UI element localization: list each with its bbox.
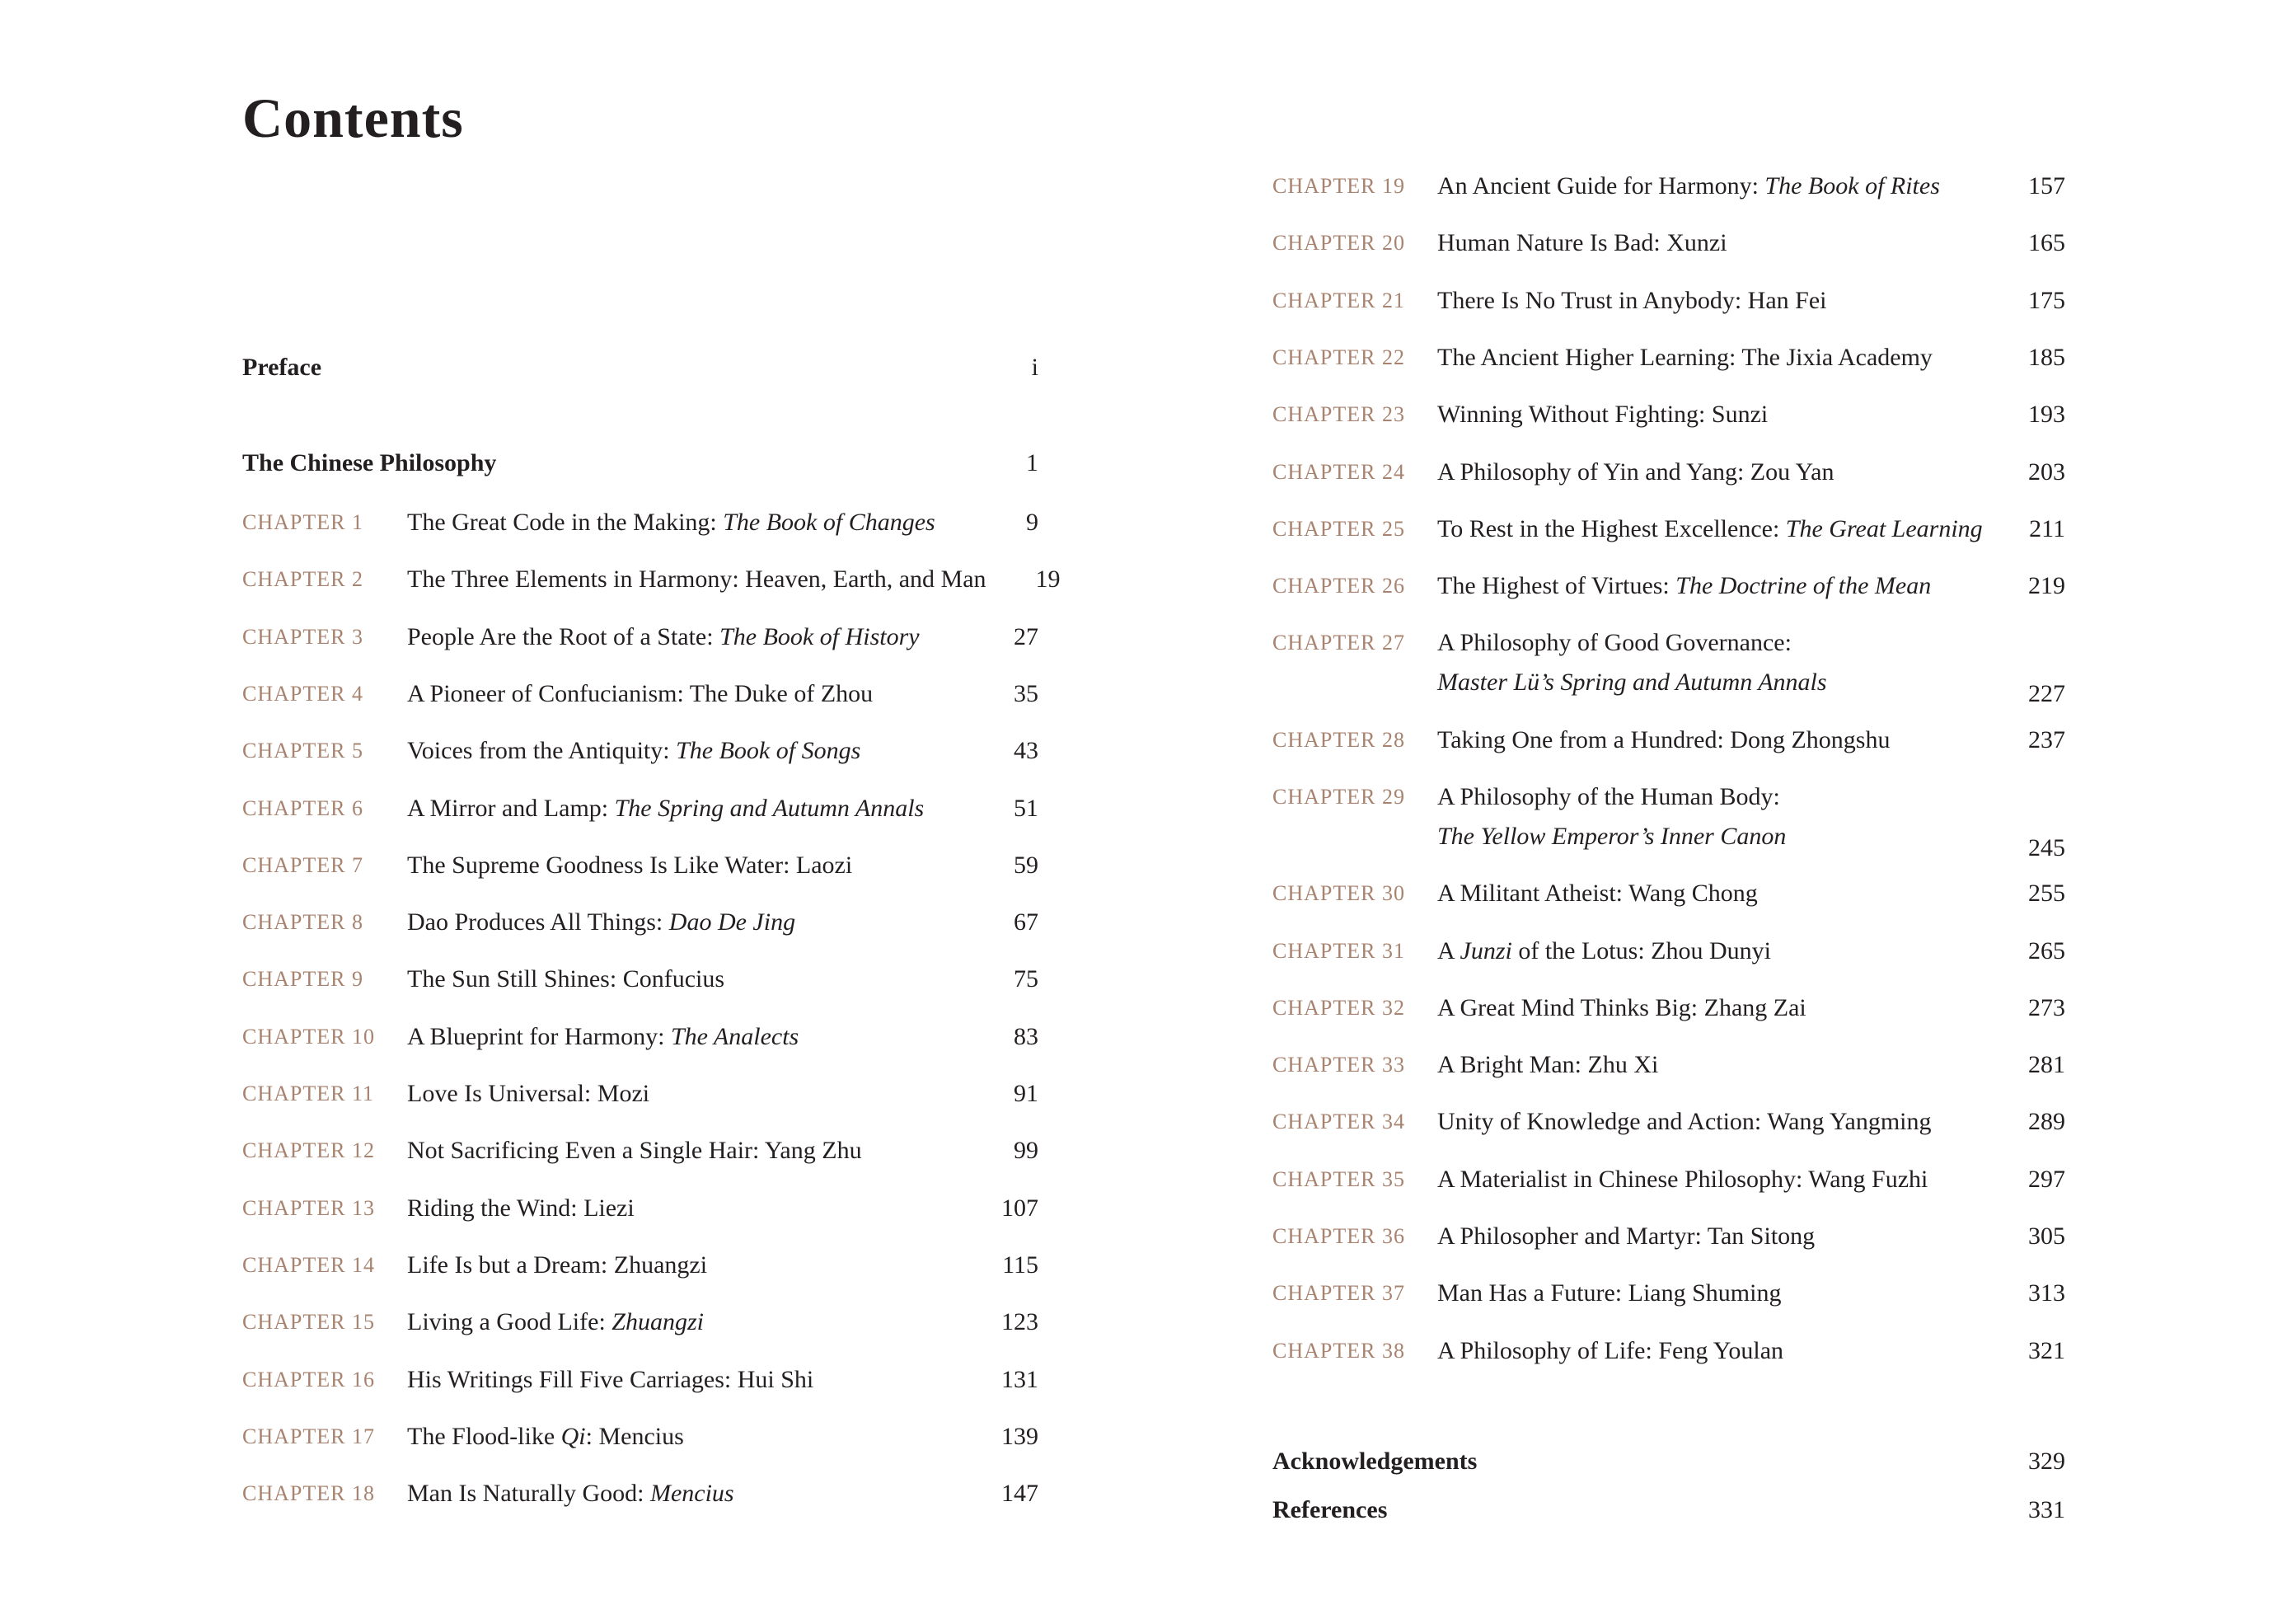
chapter-title [1437, 777, 1991, 856]
chapter-title [407, 560, 986, 599]
chapter-title-text: The Great Code in the Making: [407, 509, 724, 536]
chapter-title [1437, 395, 1991, 434]
page-title: Contents [242, 87, 464, 149]
chapter-entry[interactable] [1272, 720, 2065, 773]
chapter-page: 27 [1014, 623, 1038, 650]
chapter-label: CHAPTER 4 [242, 682, 363, 706]
chapter-label: CHAPTER 38 [1272, 1339, 1405, 1363]
chapter-title [1437, 1217, 1991, 1256]
chapter-page: 51 [1014, 795, 1038, 822]
chapter-entry[interactable] [1272, 1274, 2065, 1326]
chapter-title-text: The Sun Still Shines: Confucius [407, 965, 725, 993]
chapter-entry[interactable] [1272, 932, 2065, 984]
chapter-title [1437, 167, 1991, 206]
chapter-label: CHAPTER 10 [242, 1025, 375, 1049]
chapter-title-text: A Blueprint for Harmony: [407, 1023, 671, 1050]
chapter-label: CHAPTER 26 [1272, 574, 1405, 598]
chapter-title-text: A [1437, 937, 1460, 964]
chapter-title-text: The Three Elements in Harmony: Heaven, Earth, and Man [407, 565, 986, 593]
chapter-entry[interactable] [242, 789, 1038, 842]
chapter-page: 227 [2028, 680, 2065, 707]
chapter-title [407, 1189, 964, 1228]
chapter-page: 107 [1001, 1194, 1038, 1222]
chapter-page: 289 [2028, 1108, 2065, 1135]
chapter-title-italic: The Book of Rites [1764, 172, 1940, 199]
chapter-title [1437, 720, 1991, 760]
chapter-title-text: Winning Without Fighting: Sunzi [1437, 401, 1769, 428]
chapter-entry[interactable] [242, 960, 1038, 1012]
chapter-title-text: The Flood-like [407, 1423, 561, 1450]
chapter-label: CHAPTER 6 [242, 796, 363, 820]
chapter-entry[interactable] [1272, 167, 2065, 219]
part-page: 1 [1026, 449, 1038, 476]
chapter-label: CHAPTER 37 [1272, 1281, 1405, 1305]
preface-entry[interactable] [242, 346, 1038, 389]
chapter-title [1437, 623, 1991, 702]
acknowledgements-page: 329 [2028, 1448, 2065, 1475]
chapter-entry[interactable] [242, 846, 1038, 899]
chapter-title-italic: The Doctrine of the Mean [1675, 572, 1932, 599]
chapter-page: 237 [2028, 726, 2065, 753]
chapter-entry[interactable] [1272, 1331, 2065, 1384]
chapter-title-text: Dao Produces All Things: [407, 908, 669, 936]
chapter-title-suffix: of the Lotus: Zhou Dunyi [1511, 937, 1771, 964]
acknowledgements-title: Acknowledgements [1272, 1448, 1478, 1475]
chapter-title-italic: The Spring and Autumn Annals [614, 795, 925, 822]
chapter-label: CHAPTER 5 [242, 739, 363, 763]
chapter-title-text: A Bright Man: Zhu Xi [1437, 1051, 1659, 1078]
chapter-entry[interactable] [1272, 338, 2065, 391]
chapter-title-text: Living a Good Life: [407, 1308, 612, 1335]
chapter-page: 67 [1014, 908, 1038, 936]
chapter-entry[interactable] [242, 560, 1061, 612]
chapter-title-text: Man Has a Future: Liang Shuming [1437, 1279, 1782, 1307]
chapter-label: CHAPTER 13 [242, 1196, 375, 1220]
chapter-title [407, 1474, 964, 1513]
chapter-page: 139 [1001, 1423, 1038, 1450]
chapter-label: CHAPTER 19 [1272, 174, 1405, 198]
chapter-label: CHAPTER 20 [1272, 231, 1405, 255]
chapter-page: 165 [2028, 229, 2065, 256]
chapter-page: 245 [2028, 834, 2065, 861]
chapter-label: CHAPTER 27 [1272, 631, 1405, 655]
chapter-label: CHAPTER 11 [242, 1082, 374, 1105]
chapter-title-italic: Qi [560, 1423, 586, 1450]
chapter-entry[interactable] [1272, 1160, 2065, 1213]
chapter-title [1437, 1274, 1991, 1313]
chapter-label: CHAPTER 15 [242, 1310, 375, 1334]
chapter-title [407, 1360, 964, 1400]
chapter-title [1437, 1160, 1991, 1199]
chapter-entry[interactable] [1272, 988, 2065, 1041]
chapter-title-text: A Militant Atheist: Wang Chong [1437, 880, 1758, 907]
chapter-label: CHAPTER 2 [242, 567, 363, 591]
chapter-entry[interactable] [1272, 1045, 2065, 1098]
chapter-entry[interactable] [242, 1417, 1038, 1470]
chapter-page: 43 [1014, 737, 1038, 764]
chapter-page: 211 [2029, 515, 2065, 542]
chapter-title [407, 1131, 964, 1171]
chapter-title [407, 503, 964, 542]
chapter-page: 185 [2028, 344, 2065, 371]
part-entry[interactable] [242, 442, 1038, 485]
chapter-page: 91 [1014, 1080, 1038, 1107]
chapter-entry[interactable] [242, 1302, 1038, 1355]
chapter-title [407, 674, 964, 714]
chapter-entry[interactable] [1272, 874, 2065, 927]
chapter-page: 313 [2028, 1279, 2065, 1307]
chapter-title-text: A Great Mind Thinks Big: Zhang Zai [1437, 994, 1806, 1021]
chapter-title-text: A Philosopher and Martyr: Tan Sitong [1437, 1222, 1816, 1250]
chapter-page: 19 [1035, 565, 1061, 593]
chapter-title-italic: Zhuangzi [611, 1308, 704, 1335]
chapter-entry[interactable] [1272, 566, 2065, 619]
chapter-page: 175 [2028, 287, 2065, 314]
chapter-title [407, 617, 964, 657]
chapter-title-text: A Philosophy of Life: Feng Youlan [1437, 1337, 1784, 1364]
chapter-title-text: There Is No Trust in Anybody: Han Fei [1437, 287, 1827, 314]
chapter-entry[interactable] [242, 1474, 1038, 1527]
chapter-title-italic: Mencius [649, 1480, 734, 1507]
chapter-label: CHAPTER 16 [242, 1368, 375, 1391]
chapter-title-text: A Philosophy of Yin and Yang: Zou Yan [1437, 458, 1834, 486]
chapter-page: 297 [2028, 1166, 2065, 1193]
chapter-title [1437, 453, 1991, 492]
chapter-label: CHAPTER 35 [1272, 1167, 1405, 1191]
chapter-label: CHAPTER 7 [242, 853, 363, 877]
chapter-title [1437, 1045, 1991, 1085]
chapter-title [407, 846, 964, 885]
chapter-page: 281 [2028, 1051, 2065, 1078]
chapter-entry[interactable] [242, 731, 1038, 784]
chapter-title [407, 1246, 964, 1285]
chapter-title [407, 903, 964, 942]
chapter-title-text: Love Is Universal: Mozi [407, 1080, 650, 1107]
chapter-title-text: The Highest of Virtues: [1437, 572, 1676, 599]
chapter-title-text: Man Is Naturally Good: [407, 1480, 650, 1507]
chapter-page: 193 [2028, 401, 2065, 428]
chapter-title-italic: The Yellow Emperor’s Inner Canon [1437, 823, 1787, 850]
chapter-title-text: Unity of Knowledge and Action: Wang Yangming [1437, 1108, 1932, 1135]
chapter-page: 9 [1026, 509, 1038, 536]
chapter-title [1437, 1331, 1991, 1371]
chapter-title [407, 1074, 964, 1114]
chapter-page: 203 [2028, 458, 2065, 486]
chapter-page: 157 [2028, 172, 2065, 199]
chapter-page: 123 [1001, 1308, 1038, 1335]
chapter-entry[interactable] [242, 1246, 1038, 1298]
chapter-entry[interactable] [242, 1131, 1038, 1184]
chapter-title [1437, 281, 1991, 321]
chapter-title-italic: The Great Learning [1785, 515, 1983, 542]
chapter-entry[interactable] [242, 1074, 1038, 1127]
chapter-title [1437, 566, 1991, 606]
chapter-entry[interactable] [1272, 453, 2065, 505]
chapter-page: 131 [1001, 1366, 1038, 1393]
chapter-title-text: Life Is but a Dream: Zhuangzi [407, 1251, 708, 1279]
chapter-label: CHAPTER 24 [1272, 460, 1405, 484]
chapter-entry[interactable] [242, 503, 1038, 556]
chapter-label: CHAPTER 9 [242, 967, 363, 991]
chapter-title [1437, 988, 1991, 1028]
chapter-title [407, 731, 964, 771]
chapter-label: CHAPTER 3 [242, 625, 363, 649]
chapter-entry[interactable] [242, 1189, 1038, 1241]
chapter-entry[interactable] [242, 674, 1038, 727]
chapter-page: 83 [1014, 1023, 1038, 1050]
chapter-entry[interactable] [1272, 1217, 2065, 1269]
chapter-title-text: A Philosophy of the Human Body: [1437, 783, 1780, 810]
chapter-title-italic: Dao De Jing [668, 908, 796, 936]
chapter-title [407, 960, 964, 999]
chapter-label: CHAPTER 1 [242, 510, 363, 534]
chapter-title-text: To Rest in the Highest Excellence: [1437, 515, 1786, 542]
chapter-title-text: A Philosophy of Good Governance: [1437, 629, 1792, 656]
chapter-label: CHAPTER 30 [1272, 881, 1405, 905]
chapter-label: CHAPTER 12 [242, 1138, 375, 1162]
chapter-entry[interactable] [242, 617, 1038, 670]
chapter-title-text: Not Sacrificing Even a Single Hair: Yang Zhu [407, 1137, 862, 1164]
part-title: The Chinese Philosophy [242, 449, 497, 476]
chapter-label: CHAPTER 18 [242, 1481, 375, 1505]
chapter-title-text: A Pioneer of Confucianism: The Duke of Zhou [407, 680, 874, 707]
chapter-page: 305 [2028, 1222, 2065, 1250]
chapter-entry[interactable] [242, 1360, 1038, 1413]
chapter-entry[interactable] [1272, 223, 2065, 276]
preface-title: Preface [242, 354, 322, 381]
chapter-title-italic: The Book of Changes [723, 509, 935, 536]
preface-page: i [1031, 354, 1038, 381]
chapter-page: 147 [1001, 1480, 1038, 1507]
chapter-entry[interactable] [1272, 623, 2065, 714]
chapter-title [1437, 223, 1991, 263]
chapter-label: CHAPTER 34 [1272, 1110, 1405, 1133]
chapter-entry[interactable] [1272, 281, 2065, 334]
chapter-entry[interactable] [242, 903, 1038, 955]
chapter-label: CHAPTER 33 [1272, 1053, 1405, 1077]
chapter-page: 75 [1014, 965, 1038, 993]
chapter-title [1437, 509, 1991, 549]
chapter-title-text: A Mirror and Lamp: [407, 795, 615, 822]
chapter-page: 35 [1014, 680, 1038, 707]
chapter-title-text: Taking One from a Hundred: Dong Zhongshu [1437, 726, 1891, 753]
chapter-title-italic: Master Lü’s Spring and Autumn Annals [1437, 669, 1827, 696]
chapter-label: CHAPTER 28 [1272, 728, 1405, 752]
acknowledgements-entry[interactable] [1272, 1440, 2065, 1483]
references-page: 331 [2028, 1496, 2065, 1523]
chapter-label: CHAPTER 22 [1272, 345, 1405, 369]
chapter-page: 273 [2028, 994, 2065, 1021]
chapter-page: 59 [1014, 852, 1038, 879]
references-entry[interactable] [1272, 1489, 2065, 1532]
chapter-title-italic: The Book of Songs [676, 737, 861, 764]
chapter-entry[interactable] [1272, 509, 2065, 562]
chapter-page: 321 [2028, 1337, 2065, 1364]
chapter-title-text: The Supreme Goodness Is Like Water: Laozi [407, 852, 853, 879]
chapter-title [1437, 874, 1991, 913]
chapter-title-italic: The Analects [670, 1023, 799, 1050]
chapter-page: 255 [2028, 880, 2065, 907]
chapter-title-text: His Writings Fill Five Carriages: Hui Shi [407, 1366, 814, 1393]
chapter-label: CHAPTER 36 [1272, 1224, 1405, 1248]
chapter-title [1437, 1102, 1991, 1142]
chapter-title-text: An Ancient Guide for Harmony: [1437, 172, 1765, 199]
chapter-label: CHAPTER 23 [1272, 402, 1405, 426]
chapter-title-suffix: : Mencius [585, 1423, 684, 1450]
chapter-title [407, 1302, 964, 1342]
chapter-title [407, 789, 964, 828]
chapter-label: CHAPTER 21 [1272, 289, 1405, 312]
chapter-title [407, 1017, 964, 1057]
chapter-title [407, 1417, 964, 1457]
chapter-label: CHAPTER 14 [242, 1253, 375, 1277]
chapter-title-text: Riding the Wind: Liezi [407, 1194, 635, 1222]
references-title: References [1272, 1496, 1388, 1523]
chapter-label: CHAPTER 29 [1272, 785, 1405, 809]
chapter-label: CHAPTER 31 [1272, 939, 1405, 963]
chapter-entry[interactable] [242, 1017, 1038, 1070]
chapter-page: 99 [1014, 1137, 1038, 1164]
chapter-label: CHAPTER 32 [1272, 996, 1405, 1020]
chapter-page: 265 [2028, 937, 2065, 964]
chapter-title-italic: Junzi [1460, 937, 1512, 964]
chapter-entry[interactable] [1272, 1102, 2065, 1155]
chapter-page: 219 [2028, 572, 2065, 599]
chapter-entry[interactable] [1272, 395, 2065, 448]
chapter-title-text: People Are the Root of a State: [407, 623, 720, 650]
chapter-title [1437, 932, 1991, 971]
chapter-title-text: Human Nature Is Bad: Xunzi [1437, 229, 1727, 256]
chapter-title-italic: The Book of History [719, 623, 920, 650]
chapter-label: CHAPTER 8 [242, 910, 363, 934]
chapter-page: 115 [1002, 1251, 1038, 1279]
chapter-title-text: The Ancient Higher Learning: The Jixia Academy [1437, 344, 1933, 371]
chapter-entry[interactable] [1272, 777, 2065, 868]
chapter-label: CHAPTER 25 [1272, 517, 1405, 541]
chapter-title [1437, 338, 1991, 378]
chapter-title-text: Voices from the Antiquity: [407, 737, 677, 764]
chapter-label: CHAPTER 17 [242, 1424, 375, 1448]
chapter-title-text: A Materialist in Chinese Philosophy: Wang Fuzhi [1437, 1166, 1928, 1193]
